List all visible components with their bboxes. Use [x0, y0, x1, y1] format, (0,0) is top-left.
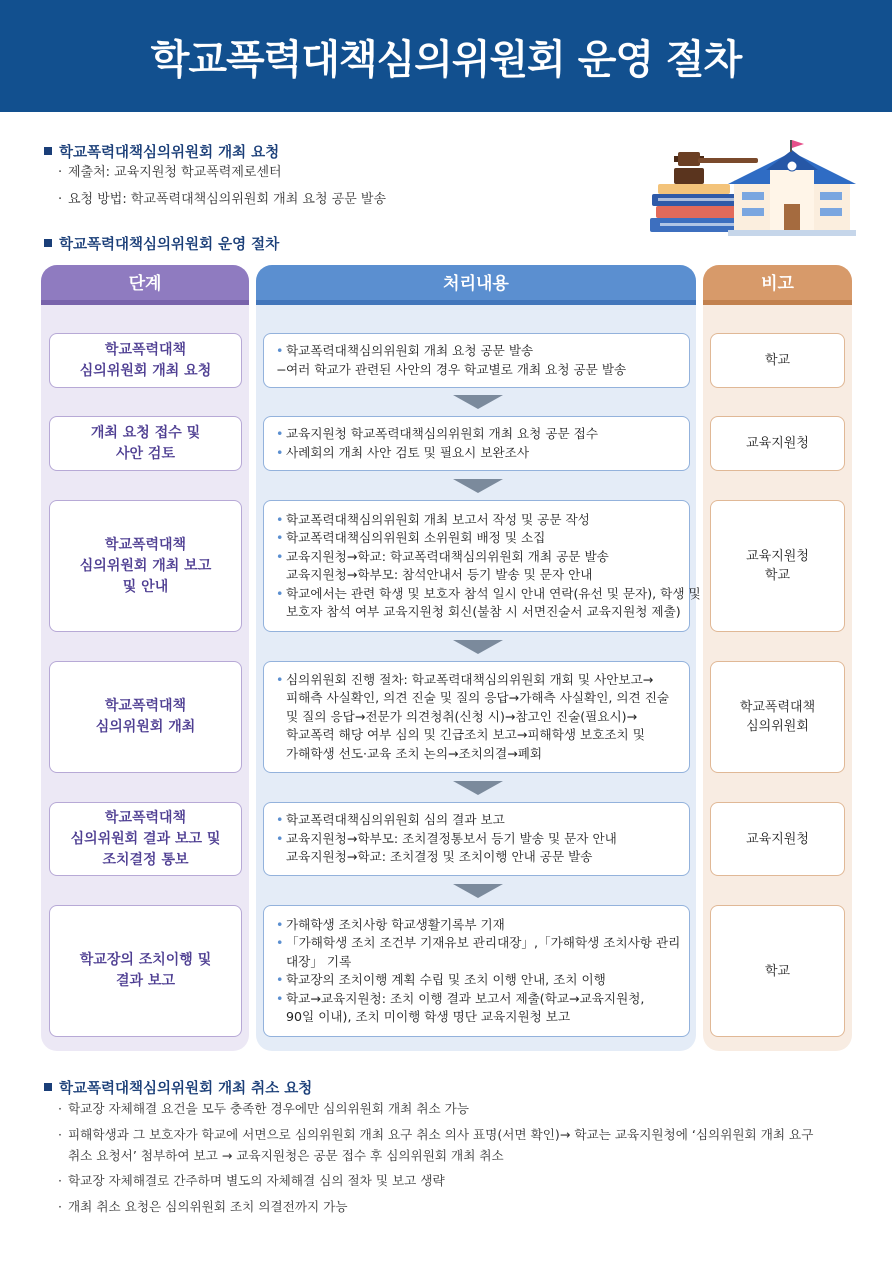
note-line: 학교폭력대책: [739, 700, 816, 715]
note-column-header: 비고: [703, 265, 852, 305]
stage-line: 학교폭력대책: [104, 698, 187, 714]
square-bullet-icon: [44, 239, 52, 247]
process-line: 보호자 참석 여부 교육지원청 회신(불참 시 서면진술서 교육지원청 제출): [286, 604, 681, 619]
process-line: 피해측 사실확인, 의견 진술 및 질의 응답→가해측 사실확인, 의견 진술: [286, 690, 670, 706]
section2-heading: 학교폭력대책심의위원회 운영 절차: [44, 233, 279, 254]
stage-line: 학교폭력대책: [104, 809, 187, 826]
bullet-icon: •: [276, 671, 284, 687]
process-line: • 교육지원청→학교: 학교폭력대책심의위원회 개최 공문 발송: [276, 548, 679, 567]
stage-box: [49, 416, 242, 471]
section3-item: · 개최 취소 요청은 심의위원회 조치 의결전까지 가능: [58, 1199, 348, 1214]
process-line: • 학교→교육지원청: 조치 이행 결과 보고서 제출(학교→교육지원청,: [276, 990, 679, 1009]
section3-item: · 학교장 자체해결 요건을 모두 충족한 경우에만 심의위원회 개최 취소 가능: [58, 1101, 469, 1116]
section1-item: · 요청 방법: 학교폭력대책심의위원회 개최 요청 공문 발송: [58, 192, 387, 207]
note-line: 학교: [764, 568, 791, 583]
note-line: 심의위원회: [746, 719, 809, 734]
process-line: • 교육지원청→학부모: 조치결정통보서 등기 발송 및 문자 안내: [276, 830, 679, 849]
bullet-icon: •: [276, 830, 284, 846]
down-arrow-icon: [453, 640, 503, 654]
section1-item: · 제출처: 교육지원청 학교폭력제로센터: [58, 165, 282, 180]
note-line: 교육지원청: [746, 549, 809, 564]
section1-heading: 학교폭력대책심의위원회 개최 요청: [44, 141, 279, 162]
stage-line: 학교폭력대책: [104, 536, 187, 553]
bullet-icon: −: [276, 361, 287, 377]
note-box: [710, 416, 845, 471]
note-line: 학교: [764, 353, 791, 368]
bullet-icon: •: [276, 511, 284, 527]
bullet-icon: •: [276, 990, 284, 1006]
note-line: 교육지원청: [746, 831, 809, 847]
process-line: • 학교폭력대책심의위원회 개최 보고서 작성 및 공문 작성: [276, 511, 679, 530]
process-box: [263, 500, 701, 632]
process-line: • 심의위원회 진행 절차: 학교폭력대책심의위원회 개회 및 사안보고→: [276, 671, 679, 690]
process-line: • 「가해학생 조치 조건부 기재유보 관리대장」,「가해학생 조치사항 관리: [276, 934, 679, 953]
process-column-header: 처리내용: [256, 265, 696, 305]
illustration: [648, 138, 858, 238]
process-box: [263, 416, 690, 471]
section3-item: · 피해학생과 그 보호자가 학교에 서면으로 심의위원회 개최 요구 취소 의사 표명(서면 확인)→ 학교는 교육지원청에 ‘심의위원회 개최 요구 취소 요청서’ 첨부하여 보고 → 교육지원청은 공문 접수 후 심의위원회 개최 취소: [58, 1127, 814, 1163]
process-line: −여러 학교가 관련된 사안의 경우 학교별로 개최 요청 공문 발송: [276, 361, 679, 380]
stage-line: 학교폭력대책: [104, 341, 187, 358]
stage-column-header: 단계: [41, 265, 249, 305]
stage-box: [49, 661, 242, 773]
stage-line: 조치결정 통보: [102, 851, 189, 868]
process-line: 90일 이내), 조치 미이행 학생 명단 교육지원청 보고: [286, 1009, 571, 1024]
stage-line: 사안 검토: [116, 445, 175, 462]
process-box: [263, 333, 690, 388]
bullet-icon: •: [276, 935, 284, 950]
bullet-icon: •: [276, 916, 284, 932]
process-line: • 학교장의 조치이행 계획 수립 및 조치 이행 안내, 조치 이행: [276, 971, 679, 990]
process-line: • 교육지원청 학교폭력대책심의위원회 개최 요청 공문 접수: [276, 425, 679, 444]
stage-line: 심의위원회 개최 보고: [79, 557, 212, 574]
square-bullet-icon: [44, 1083, 52, 1091]
process-line: • 학교폭력대책심의위원회 개최 요청 공문 발송: [276, 342, 679, 361]
down-arrow-icon: [453, 395, 503, 409]
bullet-icon: •: [276, 585, 284, 601]
process-line: • 사례회의 개최 사안 검토 및 필요시 보완조사: [276, 444, 679, 463]
process-line: 교육지원청→학교: 조치결정 및 조치이행 안내 공문 발송: [286, 849, 593, 865]
stage-box: [49, 905, 242, 1037]
stage-line: 개최 요청 접수 및: [90, 424, 201, 441]
process-line: • 학교에서는 관련 학생 및 보호자 참석 일시 안내 연락(유선 및 문자), 학생 및: [276, 585, 679, 604]
stage-line: 심의위원회 결과 보고 및: [70, 830, 221, 847]
stage-line: 학교장의 조치이행 및: [79, 952, 212, 968]
stage-box: [49, 500, 242, 632]
note-box: [710, 333, 845, 388]
stage-line: 심의위원회 개최 요청: [79, 362, 212, 379]
bullet-icon: •: [276, 343, 284, 358]
process-line: 학교폭력 해당 여부 심의 및 긴급조치 보고→피해학생 보호조치 및: [286, 727, 645, 743]
note-line: 교육지원청: [746, 436, 809, 451]
title-banner: [0, 0, 892, 112]
bullet-icon: •: [276, 972, 284, 987]
bullet-icon: •: [276, 812, 284, 828]
process-box: [263, 802, 690, 876]
down-arrow-icon: [453, 781, 503, 795]
page-title: 학교폭력대책심의위원회 운영 절차: [150, 37, 742, 83]
process-line: 대장」 기록: [286, 953, 352, 969]
bullet-icon: •: [276, 426, 284, 441]
down-arrow-icon: [453, 479, 503, 493]
stage-line: 및 안내: [122, 578, 169, 595]
note-box: [710, 661, 845, 773]
process-box: [263, 661, 690, 773]
stage-line: 결과 보고: [116, 973, 175, 989]
note-box: [710, 802, 845, 876]
process-box: [263, 905, 690, 1037]
stage-line: 심의위원회 개최: [95, 719, 196, 735]
bullet-icon: •: [276, 530, 284, 545]
down-arrow-icon: [453, 884, 503, 898]
stage-box: [49, 333, 242, 388]
section3-item: · 학교장 자체해결로 간주하며 별도의 자체해결 심의 절차 및 보고 생략: [58, 1173, 445, 1188]
square-bullet-icon: [44, 147, 52, 155]
process-line: 교육지원청→학부모: 참석안내서 등기 발송 및 문자 안내: [286, 567, 593, 582]
bullet-icon: •: [276, 548, 284, 564]
process-line: 가해학생 선도·교육 조치 논의→조치의결→폐회: [286, 745, 543, 761]
process-line: 및 질의 응답→전문가 의견청취(신청 시)→참고인 진술(필요시)→: [286, 708, 638, 724]
process-line: • 학교폭력대책심의위원회 심의 결과 보고: [276, 811, 679, 830]
books-icon: [650, 184, 740, 232]
note-line: 학교: [764, 963, 791, 979]
note-box: [710, 905, 845, 1037]
process-line: • 학교폭력대책심의위원회 소위원회 배정 및 소집: [276, 529, 679, 548]
process-line: • 가해학생 조치사항 학교생활기록부 기재: [276, 916, 679, 935]
bullet-icon: •: [276, 444, 284, 460]
note-box: [710, 500, 845, 632]
school-building-icon: [728, 140, 856, 236]
stage-box: [49, 802, 242, 876]
section3-heading: 학교폭력대책심의위원회 개최 취소 요청: [44, 1077, 312, 1098]
